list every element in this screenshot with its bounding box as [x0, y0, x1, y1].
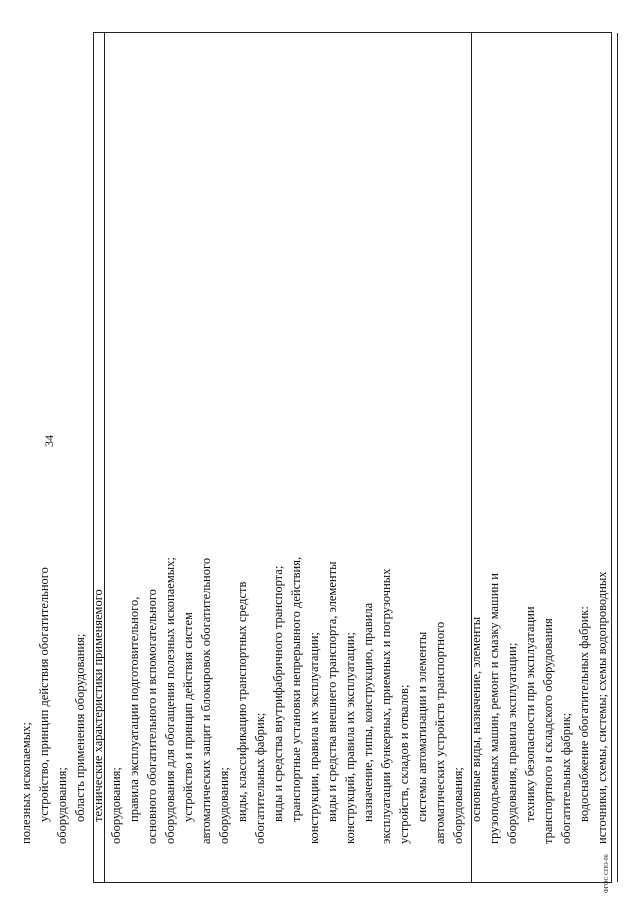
- content-line: водоснабжение обогатительных фабрик:: [577, 606, 591, 822]
- content-line: назначение, типы, конструкцию, правила: [361, 602, 375, 822]
- content-line: устройство и принцип действия систем: [181, 612, 195, 822]
- content-line: технические характеристики применяемого: [91, 589, 105, 822]
- content-line: виды и средства внешнего транспорта, элементы: [325, 561, 339, 822]
- content-line: автоматических устройств транспортного: [433, 621, 447, 844]
- knowledge-text-cell: [16, 461, 609, 850]
- content-line: оборудования;: [109, 767, 123, 844]
- content-line: обогатительных фабрик;: [253, 712, 267, 844]
- content-line: транспортного и складского оборудования: [541, 618, 555, 844]
- content-line: устройств, складов и отвалов;: [397, 684, 411, 844]
- content-line: транспортные установки непрерывного действия,: [289, 556, 303, 822]
- content-line: устройство, принцип действия обогатительного: [37, 567, 51, 822]
- page-number: 34: [42, 435, 56, 447]
- content-line: виды, классификацию транспортных средств: [235, 581, 249, 822]
- content-line: грузоподъемных машин, ремонт и смазку машин и: [487, 573, 501, 844]
- content-line: оборудования для обогащения полезных ископаемых;: [163, 557, 177, 844]
- content-line: правила эксплуатации подготовительного,: [127, 596, 141, 822]
- content-line: полезных ископаемых;: [19, 722, 33, 844]
- content-line: область применения оборудования;: [73, 633, 87, 822]
- content-line: основные виды, назначение, элементы: [469, 616, 483, 822]
- content-line: источники, схемы, системы; схемы водопроводных: [595, 571, 609, 844]
- footer-doc-code: ФГОС СПО-06: [604, 854, 610, 893]
- content-line: обогатительных фабрик;: [559, 712, 573, 844]
- content-line: виды и средства внутрифабричного транспорта;: [271, 565, 285, 822]
- content-line: основного обогатительного и вспомогательного: [145, 589, 159, 844]
- content-line: оборудования, правила эксплуатации;: [505, 642, 519, 844]
- content-line: системы автоматизации и элементы: [415, 631, 429, 822]
- content-line: автоматических защит и блокировок обогатительного: [199, 557, 213, 844]
- table-column-divider: [617, 33, 618, 882]
- content-line: конструкции, правила их эксплуатации;: [307, 632, 321, 844]
- content-line: оборудования;: [451, 767, 465, 844]
- content-line: оборудования;: [217, 767, 231, 844]
- content-line: эксплуатации бункерных, приемных и погрузочных: [379, 568, 393, 844]
- content-line: технику безопасности при эксплуатации: [523, 606, 537, 822]
- content-line: оборудования;: [55, 767, 69, 844]
- content-line: конструкций, правила их эксплуатации;: [343, 632, 357, 844]
